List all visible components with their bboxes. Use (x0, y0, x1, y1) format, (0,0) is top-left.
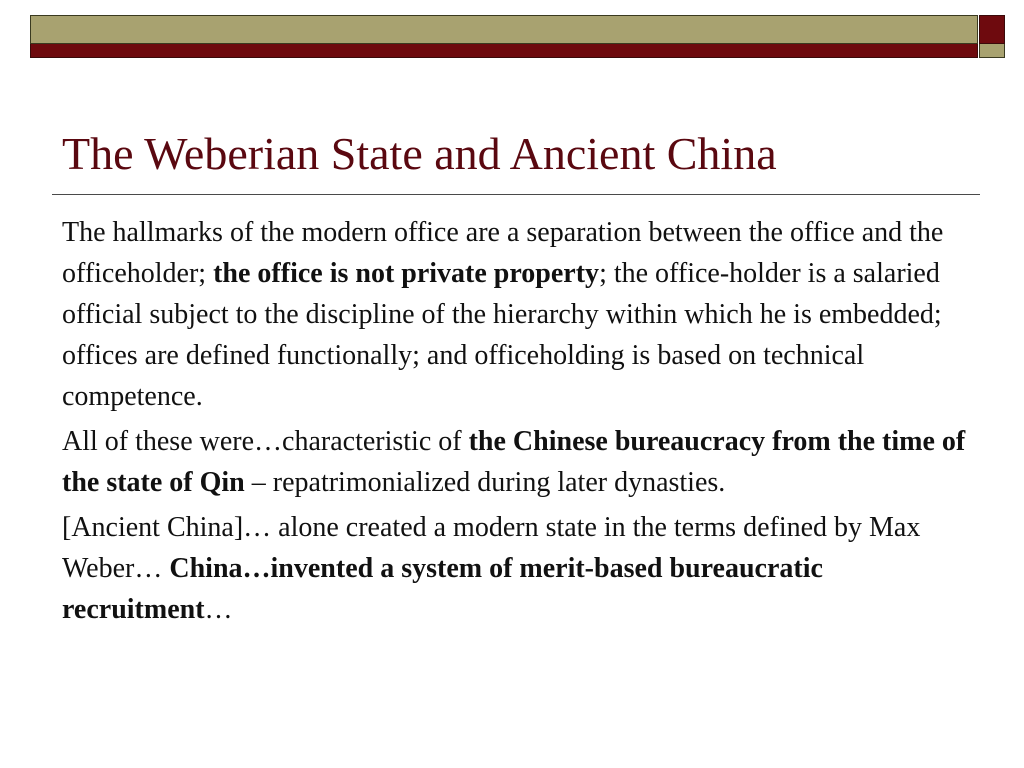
paragraph-bold-text: China…invented a system of merit-based bureaucratic recruitment (62, 553, 823, 625)
paragraph-bold-text: the Chinese bureaucracy from the time of the state of Qin (62, 426, 966, 498)
corner-square-top (979, 15, 1005, 44)
paragraph-text: … (204, 594, 233, 625)
paragraph-text: [Ancient China]… alone created a modern state in the terms defined by Max Weber… (62, 512, 921, 584)
corner-square-bottom (979, 44, 1005, 58)
paragraph-chinese-bureaucracy (62, 421, 982, 503)
slide-title: The Weberian State and Ancient China (62, 128, 777, 179)
paragraph-office-hallmarks (62, 212, 982, 417)
paragraph-text: ; the office-holder is a salaried official subject to the discipline of the hierarchy within which he is embedded; offices are defined functionally; and officeholding is based on technical competence. (62, 258, 942, 412)
paragraph-modern-state (62, 507, 982, 630)
header-band-olive (30, 15, 978, 44)
paragraph-text: All of these were…characteristic of (62, 426, 469, 457)
paragraph-bold-text: the office is not private property (213, 258, 600, 289)
title-divider (52, 194, 980, 195)
header-band-maroon (30, 44, 978, 58)
slide-body (62, 212, 982, 634)
paragraph-text: The hallmarks of the modern office are a separation between the office and the officeholder; (62, 217, 944, 289)
paragraph-text: – repatrimonialized during later dynasties. (244, 467, 726, 498)
